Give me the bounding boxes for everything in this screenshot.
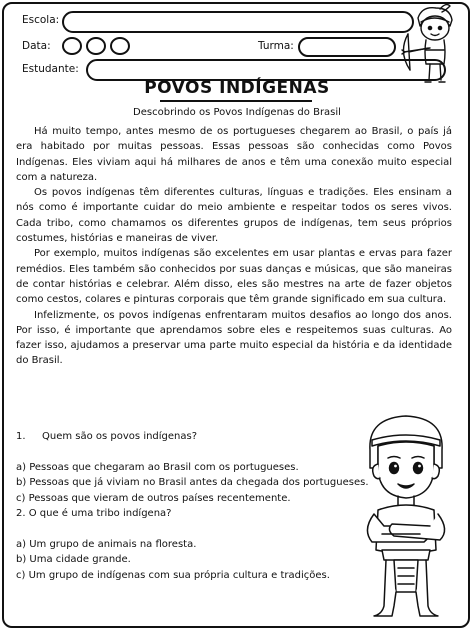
reading-text: [16, 124, 452, 369]
paragraph-1: Há muito tempo, antes mesmo de os portugueses chegarem ao Brasil, o país já era habitado por muitas pessoas. Essas pessoas são conhecidas como Povos Indígenas. Eles viviam aqui há milhares de anos e têm uma conexão muito especial com a natureza.: [16, 126, 452, 183]
page-subtitle: Descobrindo os Povos Indígenas do Brasil: [133, 107, 341, 118]
indigenous-boy-icon: [354, 410, 458, 624]
page-title: POVOS INDÍGENAS: [144, 78, 330, 98]
date-month-field[interactable]: [86, 37, 106, 55]
question-1: [16, 429, 369, 445]
question-2-option-c: c) Um grupo de indígenas com sua própria cultura e tradições.: [16, 569, 330, 581]
question-list: [16, 429, 369, 583]
class-field[interactable]: [298, 37, 396, 57]
date-year-field[interactable]: [110, 37, 130, 55]
question-2-option-a: a) Um grupo de animais na floresta.: [16, 538, 197, 550]
student-label: Estudante:: [22, 63, 79, 75]
class-label: Turma:: [258, 40, 294, 52]
paragraph-2: Os povos indígenas têm diferentes culturas, línguas e tradições. Eles ensinam a nós como é importante cuidar do meio ambiente e respeitar todos os seres vivos. Cada tribo, como chamamos os diferentes grupos de indígenas, tem seus próprios costumes, histórias e maneiras de viver.: [16, 187, 452, 245]
school-label: Escola:: [22, 14, 60, 26]
school-field[interactable]: [62, 11, 414, 33]
paragraph-3: Por exemplo, muitos indígenas são excelentes em usar plantas e ervas para fazer remédios. Eles também são conhecidos por suas danças e músicas, que são maneiras de contar histórias e celebrar. Além disso, eles são mestres na arte de fazer objetos como cestos, colares e pinturas corporais que têm grande significado em sua cultura.: [16, 248, 452, 306]
question-1-option-c: c) Pessoas que vieram de outros países recentemente.: [16, 492, 291, 504]
paragraph-4: Infelizmente, os povos indígenas enfrentaram muitos desafios ao longo dos anos. Por isso, é importante que aprendamos sobre eles e respeitemos suas culturas. Ao fazer isso, ajudamos a preservar uma parte muito especial da história e da identidade do Brasil.: [16, 309, 452, 367]
question-1-option-b: b) Pessoas que já viviam no Brasil antes da chegada dos portugueses.: [16, 477, 369, 488]
archer-child-icon: [400, 4, 466, 86]
question-1-text: Quem são os povos indígenas?: [42, 431, 198, 442]
title-underline: [160, 100, 312, 102]
date-day-field[interactable]: [62, 37, 82, 55]
question-2-option-b: b) Uma cidade grande.: [16, 554, 131, 565]
question-2-text: 2. O que é uma tribo indígena?: [16, 508, 172, 519]
date-label: Data:: [22, 40, 51, 52]
question-1-number: 1.: [16, 431, 26, 442]
question-1-option-a: a) Pessoas que chegaram ao Brasil com os portugueses.: [16, 461, 299, 473]
